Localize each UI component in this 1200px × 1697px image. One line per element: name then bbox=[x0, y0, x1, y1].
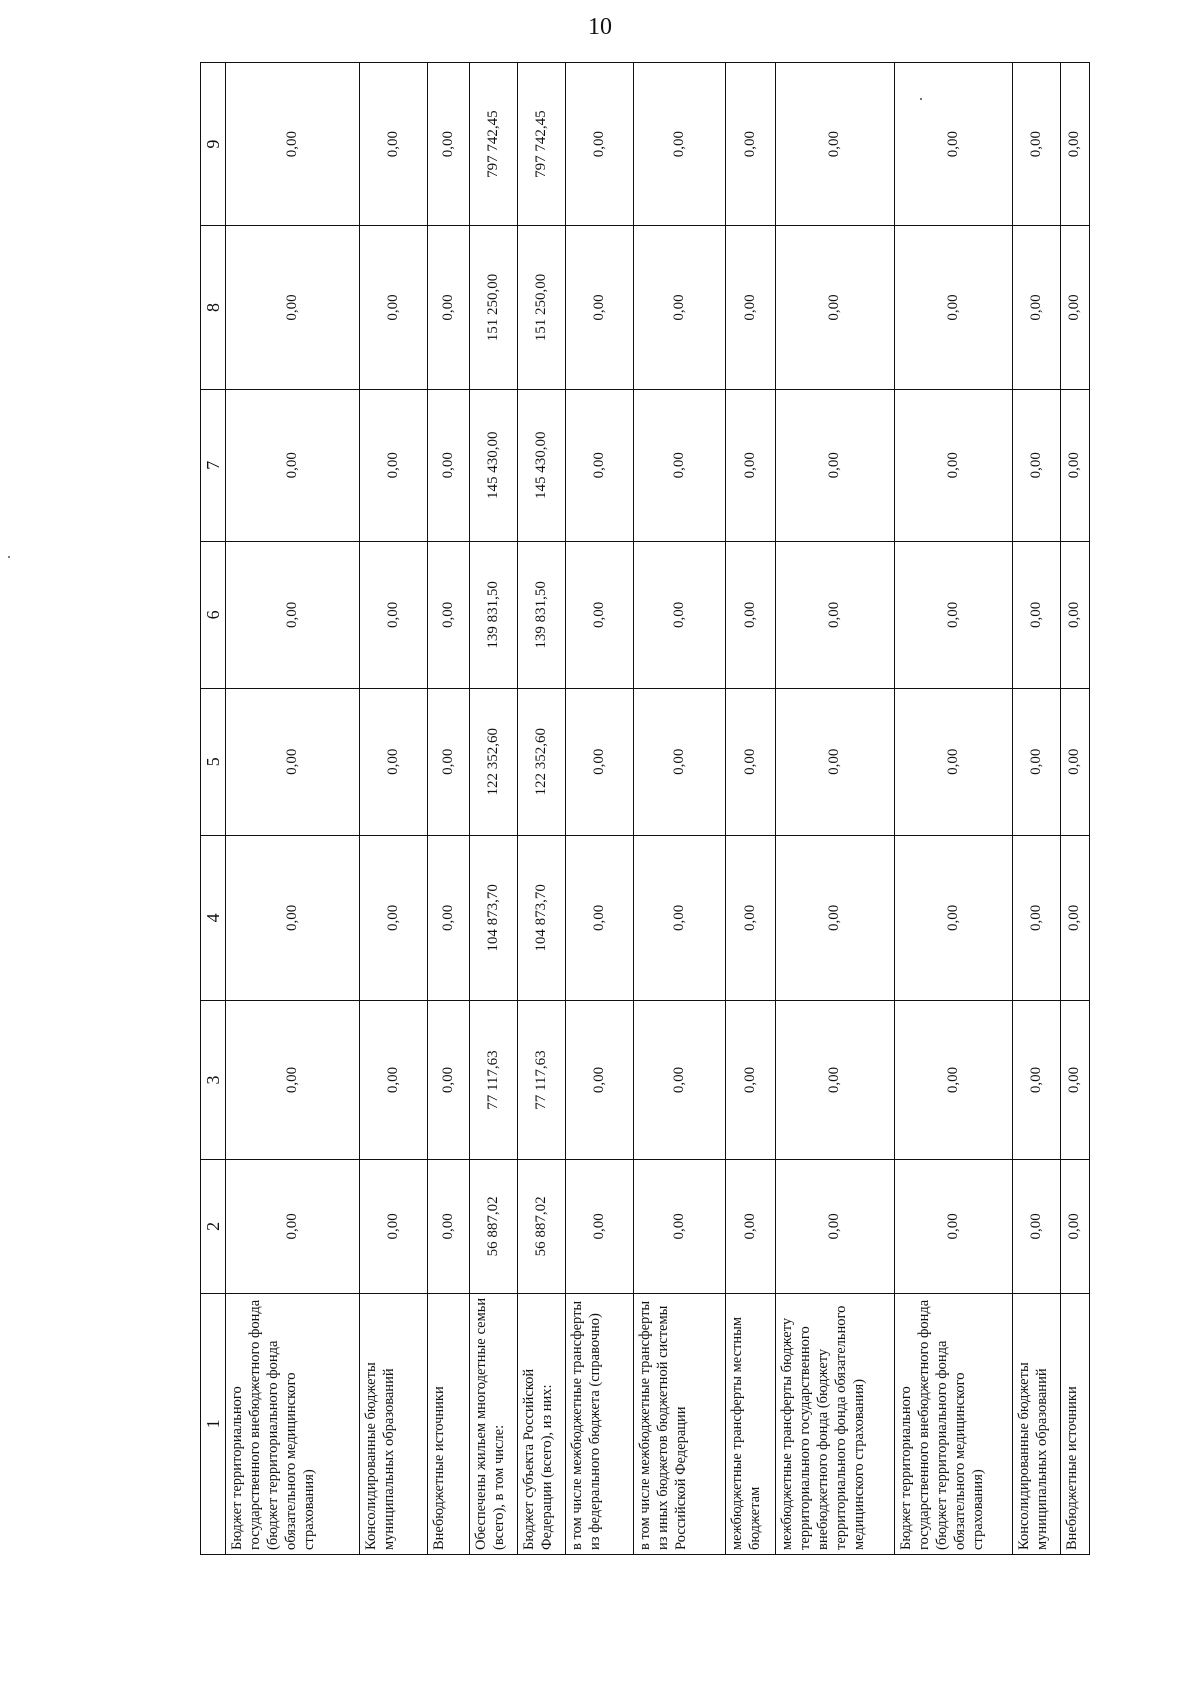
table-cell-value: 0,00 bbox=[226, 226, 360, 389]
table-cell-value: 0,00 bbox=[226, 541, 360, 688]
table-cell-value: 0,00 bbox=[1060, 541, 1089, 688]
table-cell-value: 0,00 bbox=[1060, 226, 1089, 389]
table-row bbox=[894, 63, 1012, 1555]
row-label: Бюджет территориального государственного внебюджетного фонда (бюджет территориального фонда обязательного медицинского страхования) bbox=[226, 1293, 360, 1554]
table-cell-value: 0,00 bbox=[725, 688, 776, 835]
table-row bbox=[226, 63, 360, 1555]
budget-table bbox=[200, 62, 1090, 1555]
table-cell-value: 0,00 bbox=[894, 226, 1012, 389]
table-cell-value: 0,00 bbox=[226, 1001, 360, 1160]
table-cell-value: 0,00 bbox=[226, 835, 360, 1000]
table-cell-value: 0,00 bbox=[566, 541, 634, 688]
table-cell-value: 0,00 bbox=[1060, 389, 1089, 541]
table-cell-value: 0,00 bbox=[1060, 63, 1089, 226]
table-cell-value: 122 352,60 bbox=[469, 688, 517, 835]
table-cell-value: 0,00 bbox=[894, 1001, 1012, 1160]
table-cell-value: 0,00 bbox=[776, 389, 894, 541]
table-cell-value: 0,00 bbox=[360, 835, 428, 1000]
table-cell-value: 797 742,45 bbox=[518, 63, 566, 226]
column-header: 1 bbox=[201, 1293, 226, 1554]
table-cell-value: 0,00 bbox=[894, 541, 1012, 688]
column-header: 5 bbox=[201, 688, 226, 835]
table-cell-value: 0,00 bbox=[427, 835, 469, 1000]
table-cell-value: 0,00 bbox=[566, 389, 634, 541]
table-cell-value: 0,00 bbox=[566, 688, 634, 835]
table-cell-value: 0,00 bbox=[776, 1159, 894, 1293]
table-cell-value: 0,00 bbox=[894, 389, 1012, 541]
table-row bbox=[360, 63, 428, 1555]
table-cell-value: 0,00 bbox=[566, 63, 634, 226]
table-cell-value: 0,00 bbox=[226, 1159, 360, 1293]
table-row bbox=[633, 63, 725, 1555]
table-cell-value: 0,00 bbox=[1012, 63, 1060, 226]
table-cell-value: 797 742,45 bbox=[469, 63, 517, 226]
row-label: Бюджет территориального государственного внебюджетного фонда (бюджет территориального фонда обязательного медицинского страхования) bbox=[894, 1293, 1012, 1554]
table-cell-value: 0,00 bbox=[894, 688, 1012, 835]
table-cell-value: 0,00 bbox=[894, 1159, 1012, 1293]
table-cell-value: 0,00 bbox=[776, 688, 894, 835]
table-cell-value: 0,00 bbox=[427, 63, 469, 226]
column-header: 9 bbox=[201, 63, 226, 226]
table-cell-value: 0,00 bbox=[776, 1001, 894, 1160]
column-header: 8 bbox=[201, 226, 226, 389]
table-cell-value: 0,00 bbox=[894, 63, 1012, 226]
table-cell-value: 145 430,00 bbox=[518, 389, 566, 541]
table-header-row bbox=[201, 63, 226, 1555]
row-label: Консолидированные бюджеты муниципальных образований bbox=[1012, 1293, 1060, 1554]
table-cell-value: 0,00 bbox=[633, 688, 725, 835]
column-header: 6 bbox=[201, 541, 226, 688]
table-cell-value: 0,00 bbox=[360, 63, 428, 226]
table-cell-value: 0,00 bbox=[360, 226, 428, 389]
table-cell-value: 0,00 bbox=[360, 389, 428, 541]
row-label: в том числе межбюджетные трансферты из федерального бюджета (справочно) bbox=[566, 1293, 634, 1554]
table-cell-value: 0,00 bbox=[633, 226, 725, 389]
table-cell-value: 104 873,70 bbox=[518, 835, 566, 1000]
table-cell-value: 0,00 bbox=[725, 1001, 776, 1160]
table-cell-value: 56 887,02 bbox=[469, 1159, 517, 1293]
table-cell-value: 0,00 bbox=[725, 63, 776, 226]
table-cell-value: 0,00 bbox=[725, 1159, 776, 1293]
table-cell-value: 0,00 bbox=[1060, 1159, 1089, 1293]
row-label: Обеспечены жильем многодетные семьи (всего), в том числе: bbox=[469, 1293, 517, 1554]
table-cell-value: 0,00 bbox=[776, 226, 894, 389]
table-cell-value: 0,00 bbox=[427, 688, 469, 835]
table-cell-value: 139 831,50 bbox=[518, 541, 566, 688]
table-row bbox=[1060, 63, 1089, 1555]
table-cell-value: 0,00 bbox=[894, 835, 1012, 1000]
table-cell-value: 0,00 bbox=[633, 835, 725, 1000]
row-label: Внебюджетные источники bbox=[1060, 1293, 1089, 1554]
table-cell-value: 0,00 bbox=[360, 541, 428, 688]
table-cell-value: 0,00 bbox=[776, 835, 894, 1000]
table-cell-value: 77 117,63 bbox=[469, 1001, 517, 1160]
table-cell-value: 0,00 bbox=[360, 688, 428, 835]
table-cell-value: 0,00 bbox=[725, 541, 776, 688]
table-cell-value: 0,00 bbox=[566, 835, 634, 1000]
table-row bbox=[1012, 63, 1060, 1555]
row-label: межбюджетные трансферты местным бюджетам bbox=[725, 1293, 776, 1554]
table-cell-value: 0,00 bbox=[360, 1001, 428, 1160]
table-cell-value: 77 117,63 bbox=[518, 1001, 566, 1160]
table-cell-value: 0,00 bbox=[633, 541, 725, 688]
table-cell-value: 139 831,50 bbox=[469, 541, 517, 688]
row-label: межбюджетные трансферты бюджету территориального государственного внебюджетного фонда (бюджету территориального фонда обязательного медицинского страхования) bbox=[776, 1293, 894, 1554]
row-label: в том числе межбюджетные трансферты из иных бюджетов бюджетной системы Российской Федерации bbox=[633, 1293, 725, 1554]
table-cell-value: 0,00 bbox=[1012, 226, 1060, 389]
table-cell-value: 0,00 bbox=[226, 688, 360, 835]
table-cell-value: 0,00 bbox=[1012, 1001, 1060, 1160]
table-cell-value: 122 352,60 bbox=[518, 688, 566, 835]
table-cell-value: 0,00 bbox=[427, 1001, 469, 1160]
table-cell-value: 151 250,00 bbox=[469, 226, 517, 389]
table-cell-value: 0,00 bbox=[360, 1159, 428, 1293]
table-row bbox=[469, 63, 517, 1555]
scan-speck bbox=[8, 556, 10, 558]
column-header: 2 bbox=[201, 1159, 226, 1293]
table-cell-value: 0,00 bbox=[1012, 1159, 1060, 1293]
table-cell-value: 145 430,00 bbox=[469, 389, 517, 541]
table-cell-value: 0,00 bbox=[725, 226, 776, 389]
table-cell-value: 151 250,00 bbox=[518, 226, 566, 389]
table-row bbox=[427, 63, 469, 1555]
table-cell-value: 104 873,70 bbox=[469, 835, 517, 1000]
row-label: Внебюджетные источники bbox=[427, 1293, 469, 1554]
table-cell-value: 0,00 bbox=[566, 1001, 634, 1160]
table-cell-value: 0,00 bbox=[633, 1159, 725, 1293]
table-cell-value: 0,00 bbox=[566, 1159, 634, 1293]
row-label: Консолидированные бюджеты муниципальных образований bbox=[360, 1293, 428, 1554]
table-cell-value: 0,00 bbox=[725, 389, 776, 541]
table-cell-value: 0,00 bbox=[776, 63, 894, 226]
table-cell-value: 0,00 bbox=[1012, 389, 1060, 541]
table-cell-value: 0,00 bbox=[226, 389, 360, 541]
table-row bbox=[776, 63, 894, 1555]
table-cell-value: 0,00 bbox=[725, 835, 776, 1000]
table-cell-value: 0,00 bbox=[427, 226, 469, 389]
table-cell-value: 0,00 bbox=[427, 389, 469, 541]
table-cell-value: 0,00 bbox=[776, 541, 894, 688]
table-cell-value: 56 887,02 bbox=[518, 1159, 566, 1293]
column-header: 4 bbox=[201, 835, 226, 1000]
table-row bbox=[518, 63, 566, 1555]
table-cell-value: 0,00 bbox=[1012, 688, 1060, 835]
table-row bbox=[725, 63, 776, 1555]
table-cell-value: 0,00 bbox=[427, 541, 469, 688]
table-cell-value: 0,00 bbox=[1012, 541, 1060, 688]
table-cell-value: 0,00 bbox=[1060, 835, 1089, 1000]
table-cell-value: 0,00 bbox=[633, 1001, 725, 1160]
row-label: Бюджет субъекта Российской Федерации (всего), из них: bbox=[518, 1293, 566, 1554]
table-cell-value: 0,00 bbox=[1012, 835, 1060, 1000]
table-cell-value: 0,00 bbox=[1060, 1001, 1089, 1160]
table-cell-value: 0,00 bbox=[633, 63, 725, 226]
table-cell-value: 0,00 bbox=[427, 1159, 469, 1293]
page-number: 10 bbox=[588, 14, 612, 40]
table-cell-value: 0,00 bbox=[633, 389, 725, 541]
table-row bbox=[566, 63, 634, 1555]
budget-table-rotated bbox=[200, 62, 1090, 1555]
column-header: 3 bbox=[201, 1001, 226, 1160]
table-cell-value: 0,00 bbox=[226, 63, 360, 226]
table-cell-value: 0,00 bbox=[1060, 688, 1089, 835]
column-header: 7 bbox=[201, 389, 226, 541]
table-cell-value: 0,00 bbox=[566, 226, 634, 389]
